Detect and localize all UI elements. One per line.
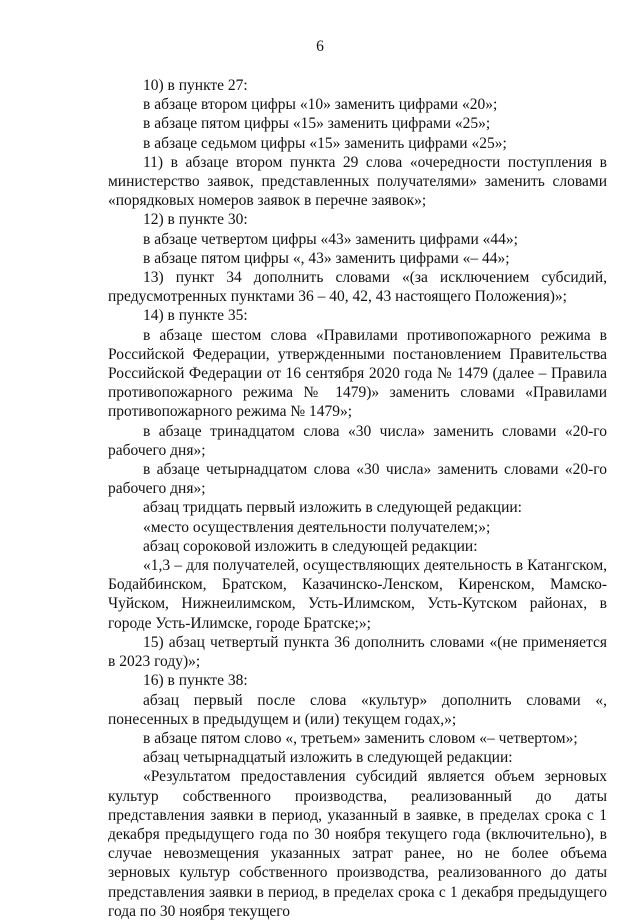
paragraph: в абзаце пятом цифры «15» заменить цифрами «25»; (143, 115, 491, 133)
paragraph: абзац первый после слова «культур» дополнить словами «, понесенных в предыдущем и (или) текущем годах,»; (108, 691, 607, 728)
paragraph: 16) в пункте 38: (143, 672, 248, 690)
paragraph: в абзаце четырнадцатом слова «30 числа» заменить словами «20-го рабочего дня»; (108, 461, 607, 498)
paragraph: 15) абзац четвертый пункта 36 дополнить словами «(не применяется в 2023 году)»; (108, 633, 607, 671)
paragraph: 14) в пункте 35: (143, 307, 248, 325)
document-body (108, 76, 607, 921)
paragraph: «место осуществления деятельности получателем;»; (143, 518, 491, 536)
paragraph: абзац сороковой изложить в следующей редакции: (143, 537, 478, 555)
paragraph: 10) в пункте 27: (143, 77, 248, 94)
paragraph: в абзаце шестом слова «Правилами противопожарного режима в Российской Федерации, утвержденными постановлением Правительства Российской Федерации от 16 сентября 2020 года № 1479 (далее – Правила противопожарного режима № 1479)» заменить словами «Правилами противопожарного режима № 1479»; (108, 326, 607, 421)
paragraph: в абзаце пятом слово «, третьем» заменить словом «– четвертом»; (143, 729, 578, 747)
paragraph: «1,3 – для получателей, осуществляющих деятельность в Катангском, Бодайбинском, Братском, Казачинско-Ленском, Киренском, Мамско-Чуйском, Нижнеилимском, Усть-Илимском, Усть-Кутском районах, в городе Усть-Илимске, городе Братске;»; (108, 557, 607, 632)
paragraph: в абзаце тринадцатом слова «30 числа» заменить словами «20-го рабочего дня»; (108, 422, 607, 459)
paragraph: 12) в пункте 30: (143, 211, 248, 229)
paragraph: «Результатом предоставления субсидий является объем зерновых культур собственного производства, реализованный до даты представления заявки в период, указанный в заявке, в пределах срока с 1 декабря предыдущего года по 30 ноября текущего года (включительно), в случае невозмещения указанных затрат ранее, но не более объема зерновых культур собственного производства, реализованного до даты представления заявки в период, в пределах срока с 1 декабря предыдущего года по 30 ноября текущего (108, 768, 607, 920)
page-number: 6 (316, 38, 324, 55)
paragraph: абзац тридцать первый изложить в следующей редакции: (143, 499, 522, 517)
paragraph: в абзаце пятом цифры «, 43» заменить цифрами «– 44»; (143, 249, 510, 267)
paragraph: в абзаце седьмом цифры «15» заменить цифрами «25»; (143, 134, 507, 152)
paragraph: в абзаце втором цифры «10» заменить цифрами «20»; (143, 96, 498, 114)
paragraph: 11) в абзаце втором пункта 29 слова «очередности поступления в министерство заявок, представленных получателями» заменить словами «порядковых номеров заявок в перечне заявок»; (108, 153, 607, 210)
paragraph: абзац четырнадцатый изложить в следующей редакции: (143, 749, 513, 767)
paragraph: в абзаце четвертом цифры «43» заменить цифрами «44»; (143, 230, 518, 248)
paragraph: 13) пункт 34 дополнить словами «(за исключением субсидий, предусмотренных пунктами 36 – 40, 42, 43 настоящего Положения)»; (108, 269, 607, 306)
